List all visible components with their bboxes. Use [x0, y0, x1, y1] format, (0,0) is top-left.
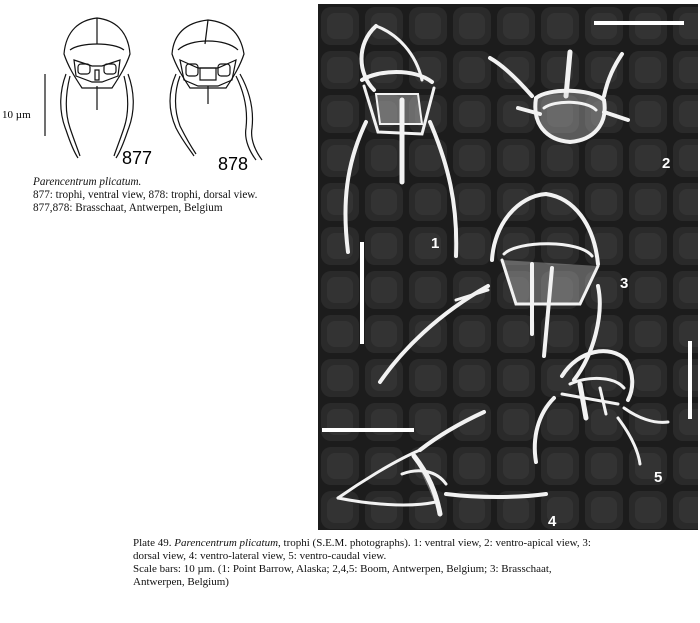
line-drawings — [0, 0, 300, 180]
plate-caption — [133, 537, 693, 589]
plate-number-4: 4 — [548, 513, 557, 530]
plate-caption-line1-rest: , trophi (S.E.M. photographs). 1: ventral view, 2: ventro-apical view, 3: — [278, 537, 591, 549]
plate-caption-species: Parencentrum plicatum — [174, 537, 279, 549]
plate-caption-line1 — [133, 537, 693, 550]
sem-photo-plate — [318, 4, 698, 530]
plate-number-1: 1 — [431, 235, 440, 252]
plate-caption-line4: Antwerpen, Belgium) — [133, 576, 229, 588]
drawing-878-number: 878 — [218, 154, 249, 174]
trophi-drawings-svg — [0, 0, 300, 180]
scale-bar-5 — [688, 341, 692, 419]
scale-bar-4 — [322, 428, 414, 432]
drawing-caption — [33, 176, 313, 216]
sem-plate-svg — [318, 4, 698, 530]
drawing-877-number: 877 — [122, 148, 153, 168]
drawing-caption-line2: 877,878: Brasschaat, Antwerpen, Belgium — [33, 202, 223, 215]
plate-number-2: 2 — [662, 155, 671, 172]
plate-caption-line2: dorsal view, 4: ventro-lateral view, 5: ventro-caudal view. — [133, 550, 387, 562]
scale-bar-2 — [594, 21, 684, 25]
plate-number-3: 3 — [620, 275, 629, 292]
drawing-878 — [170, 20, 262, 160]
plate-number-5: 5 — [654, 469, 663, 486]
plate-caption-line3: Scale bars: 10 µm. (1: Point Barrow, Alaska; 2,4,5: Boom, Antwerpen, Belgium; 3: Brasschaat, — [133, 563, 552, 575]
plate-label: Plate 49. — [133, 537, 172, 549]
drawing-caption-line1: 877: trophi, ventral view, 878: trophi, dorsal view. — [33, 189, 258, 202]
drawing-caption-species: Parencentrum plicatum. — [33, 176, 142, 188]
scale-bar-label: 10 µm — [2, 109, 31, 121]
drawing-877 — [61, 18, 134, 158]
scale-bar-1 — [360, 242, 364, 344]
